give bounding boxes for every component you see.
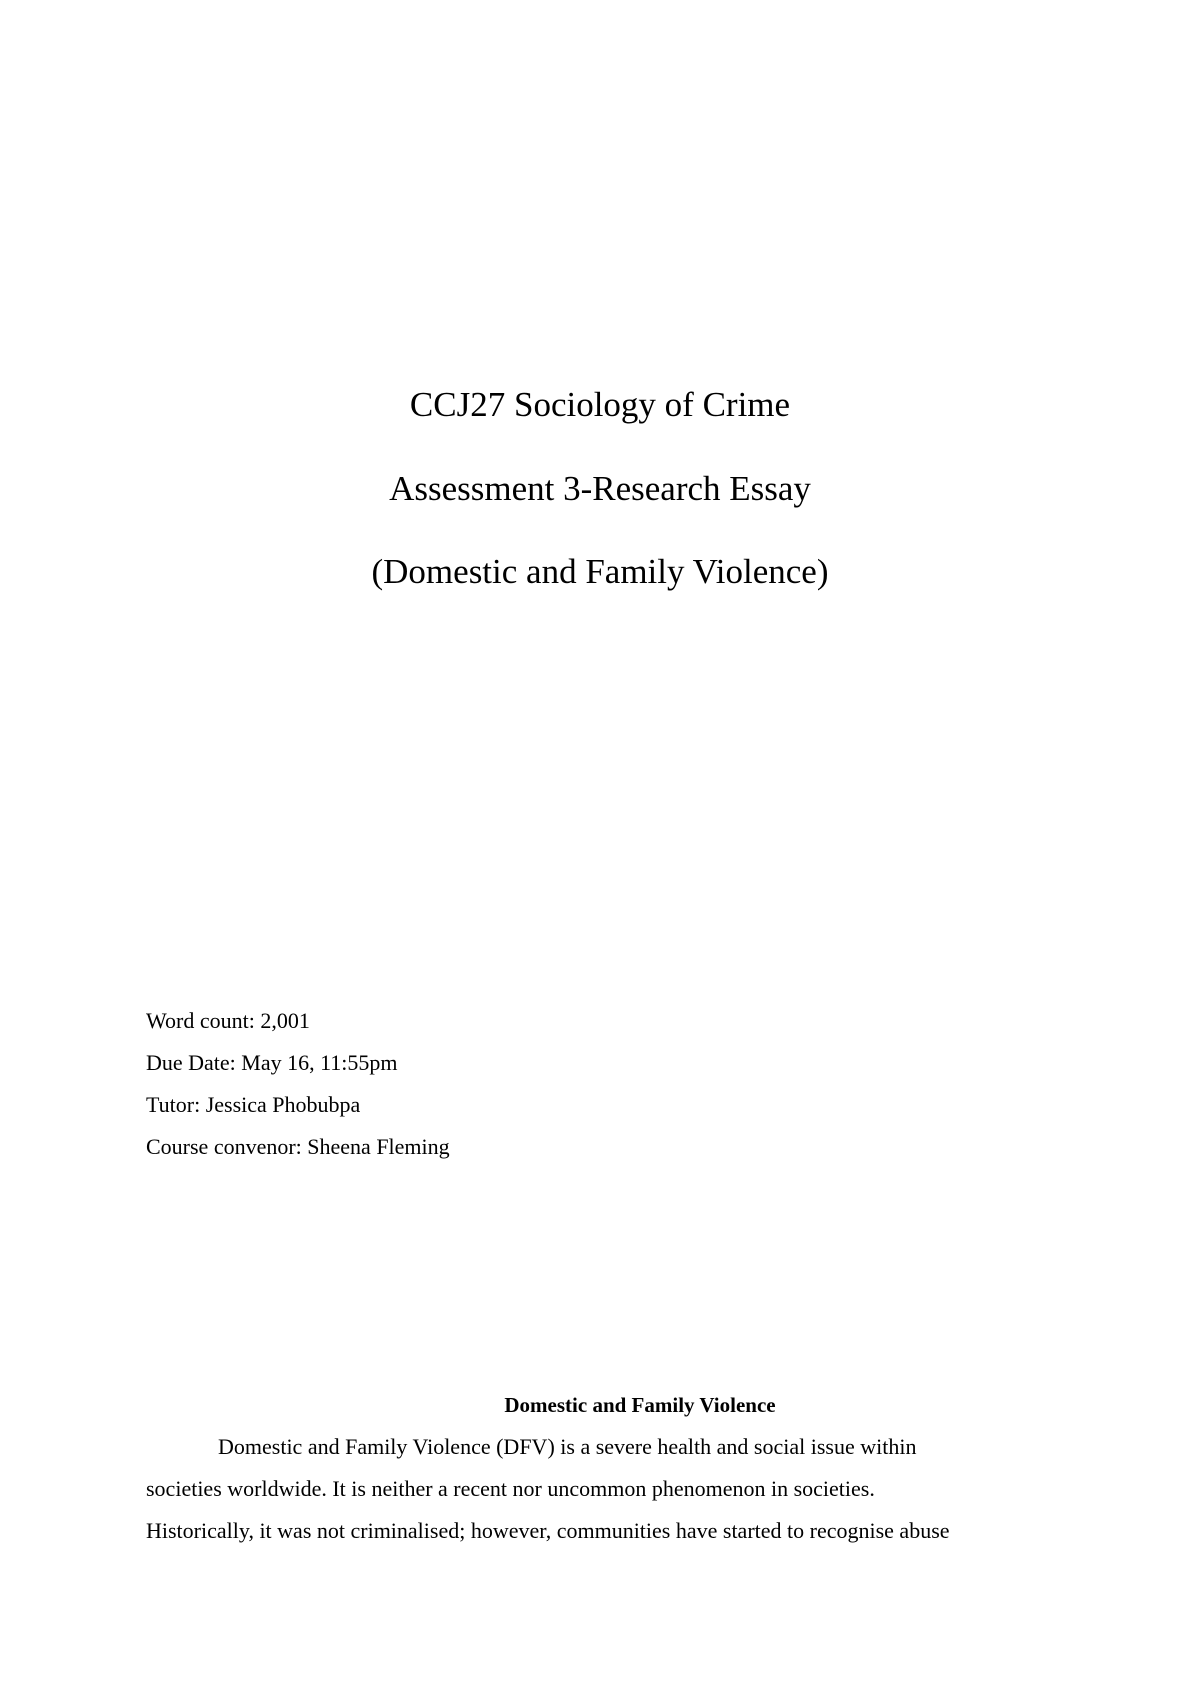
course-convenor: Course convenor: Sheena Fleming: [146, 1134, 450, 1159]
assessment-title: Assessment 3-Research Essay: [389, 469, 811, 508]
word-count: Word count: 2,001: [146, 1008, 310, 1033]
essay-heading: Domestic and Family Violence: [504, 1393, 776, 1417]
essay-topic-title: (Domestic and Family Violence): [371, 552, 829, 591]
due-date: Due Date: May 16, 11:55pm: [146, 1050, 398, 1075]
essay-paragraph-line: Historically, it was not criminalised; however, communities have started to recognise abuse: [146, 1518, 950, 1543]
essay-paragraph-line: societies worldwide. It is neither a recent nor uncommon phenomenon in societies.: [146, 1476, 875, 1501]
essay-paragraph-line: Domestic and Family Violence (DFV) is a severe health and social issue within: [218, 1434, 917, 1459]
tutor: Tutor: Jessica Phobubpa: [146, 1092, 361, 1117]
course-title: CCJ27 Sociology of Crime: [409, 385, 791, 424]
